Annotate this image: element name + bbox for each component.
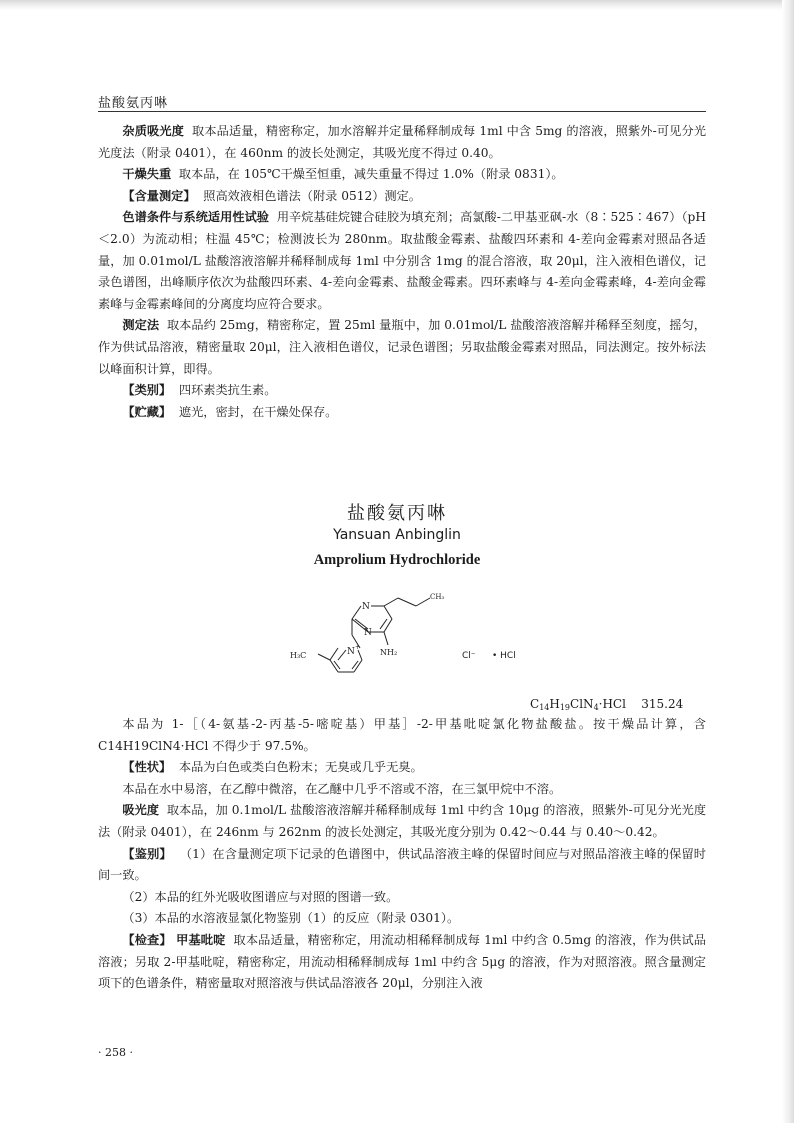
formula-part: H	[549, 697, 560, 711]
formula-subscript: 14	[539, 703, 550, 712]
paragraph-text: 本品为白色或类白色粉末；无臭或几乎无臭。	[178, 760, 423, 775]
paragraph-identification-2	[98, 887, 706, 909]
paragraph-absorbance	[98, 800, 706, 843]
paragraph-text: 遮光，密封，在干燥处保存。	[178, 404, 338, 419]
formula-subscript: 19	[559, 703, 571, 712]
molecular-formula	[530, 697, 683, 711]
atom-label: N	[362, 602, 370, 612]
paragraph-label: 【鉴别】	[122, 846, 172, 861]
monograph-title-pinyin: Yansuan Anbinglin	[333, 527, 461, 543]
paragraph-text: 用辛烷基硅烷键合硅胶为填充剂；高氯酸-二甲基亚砜-水（8∶525∶467）（pH＜2.0）为流动相；柱温 45℃；检测波长为 280nm。取盐酸金霉素、盐酸四环素和 4-差向金霉素对照品各适量，加 0.01mol/L 盐酸溶液溶解并稀释制成每 1ml 中分别含 1mg 的混合溶液，取 20μl，注入液相色谱仪，记录色谱图，出峰顺序依次为盐酸四环素、4-差向金霉素、盐酸金霉素。四环素峰与 4-差向金霉素峰，4-差向金霉素峰与金霉素峰间的分离度均应符合要求。	[98, 210, 706, 311]
paragraph-procedure	[98, 315, 706, 380]
page-number: · 258 ·	[98, 1046, 133, 1059]
paragraph-tests-methylpyridine	[98, 930, 706, 995]
paragraph-text: 取本品，在 105℃干燥至恒重，减失重量不得过 1.0%（附录 0831）。	[178, 167, 564, 182]
paragraph-text: 取本品，加 0.1mol/L 盐酸溶液溶解并稀释制成每 1ml 中约含 10μg 的溶液，照紫外-可见分光光度法（附录 0401），在 246nm 与 262nm 的波长处测定，其吸光度分别为 0.42～0.44 与 0.40～0.42。	[98, 803, 707, 839]
paragraph-impurity-absorbance	[98, 121, 706, 164]
hcl-label: • HCl	[492, 651, 516, 661]
paragraph-text: 取本品适量，精密称定，加水溶解并定量稀释制成每 1ml 中含 5mg 的溶液，照紫外-可见分光光度法（附录 0401），在 460nm 的波长处测定，其吸光度不得过 0.40。	[98, 124, 707, 160]
chloride-label: Cl⁻	[462, 651, 476, 661]
header-rule	[98, 111, 706, 112]
monograph-title-english: Amprolium Hydrochloride	[313, 552, 481, 568]
formula-part: ·HCl	[598, 697, 626, 711]
monograph-title-chinese: 盐酸氨丙啉	[347, 503, 447, 524]
paragraph-text: （1）在含量测定项下记录的色谱图中，供试品溶液主峰的保留时间应与对照品溶液主峰的保留时间一致。	[98, 846, 706, 883]
paragraph-chromatographic-conditions	[98, 207, 706, 315]
scan-shadow-top	[0, 0, 794, 10]
paragraph-label: 【类别】	[122, 383, 172, 398]
paragraph-storage	[98, 402, 706, 424]
paragraph-identification-1	[98, 844, 706, 887]
paragraph-loss-on-drying	[98, 164, 706, 186]
paragraph-label: 吸光度	[122, 803, 160, 818]
paragraph-label: 干燥失重	[122, 167, 172, 182]
paragraph-label: 【检查】 甲基吡啶	[122, 932, 226, 947]
paragraph-text: 取本品适量，精密称定，用流动相稀释制成每 1ml 中约含 0.5mg 的溶液，作为供试品溶液；另取 2-甲基吡啶，精密称定，用流动相稀释制成每 1ml 中约含 5μg 的溶液，作为对照溶液。照含量测定项下的色谱条件，精密量取对照溶液与供试品溶液各 20μl，分别注入液	[98, 932, 706, 991]
atom-label: N	[347, 647, 355, 657]
formula-subscript: 4	[593, 703, 599, 712]
methyl-label: CH₃	[430, 593, 445, 601]
paragraph-text: 四环素类抗生素。	[178, 383, 277, 398]
formula-part: C	[530, 697, 540, 711]
paragraph-label: 【性状】	[122, 760, 172, 775]
running-header: 盐酸氨丙啉	[98, 96, 169, 111]
paragraph-identification-3	[98, 908, 706, 930]
paragraph-text: （2）本品的红外光吸收图谱应与对照的图谱一致。	[122, 889, 399, 904]
paragraph-label: 测定法	[122, 318, 160, 333]
structural-formula	[280, 588, 540, 698]
paragraph-category	[98, 380, 706, 402]
paragraph-label: 【贮藏】	[122, 404, 172, 419]
previous-monograph-text	[98, 121, 706, 423]
formula-part: ClN	[570, 697, 594, 711]
paragraph-label: 【含量测定】	[122, 188, 196, 203]
paragraph-text: 本品在水中易溶，在乙醇中微溶，在乙醚中几乎不溶或不溶，在三氯甲烷中不溶。	[122, 781, 562, 796]
charge-label: +	[355, 643, 361, 651]
paragraph-text: 取本品约 25mg，精密称定，置 25ml 量瓶中，加 0.01mol/L 盐酸溶液溶解并稀释至刻度，摇匀，作为供试品溶液，精密量取 20μl，注入液相色谱仪，记录色谱图；另取盐酸金霉素对照品，同法测定。按外标法以峰面积计算，即得。	[98, 318, 706, 376]
paragraph-description	[98, 757, 706, 779]
paragraph-text: （3）本品的水溶液显氯化物鉴别（1）的反应（附录 0301）。	[122, 911, 460, 926]
atom-label: N	[364, 628, 372, 638]
paragraph-solubility	[98, 779, 706, 801]
amino-label: NH₂	[380, 648, 398, 657]
paragraph-text: 照高效液相色谱法（附录 0512）测定。	[203, 188, 421, 203]
monograph-text	[98, 714, 706, 995]
paragraph-label: 杂质吸光度	[122, 124, 184, 138]
molecular-weight: 315.24	[641, 697, 684, 711]
paragraph-assay	[98, 186, 706, 208]
paragraph-text: 本品为 1-［（4-氨基-2-丙基-5-嘧啶基）甲基］-2-甲基吡啶氯化物盐酸盐。按干燥品计算，含 C14H19ClN4·HCl 不得少于 97.5%。	[98, 717, 706, 753]
methyl-label: H₃C	[290, 651, 307, 660]
paragraph-label: 色谱条件与系统适用性试验	[122, 210, 269, 225]
paragraph-definition	[98, 714, 706, 757]
